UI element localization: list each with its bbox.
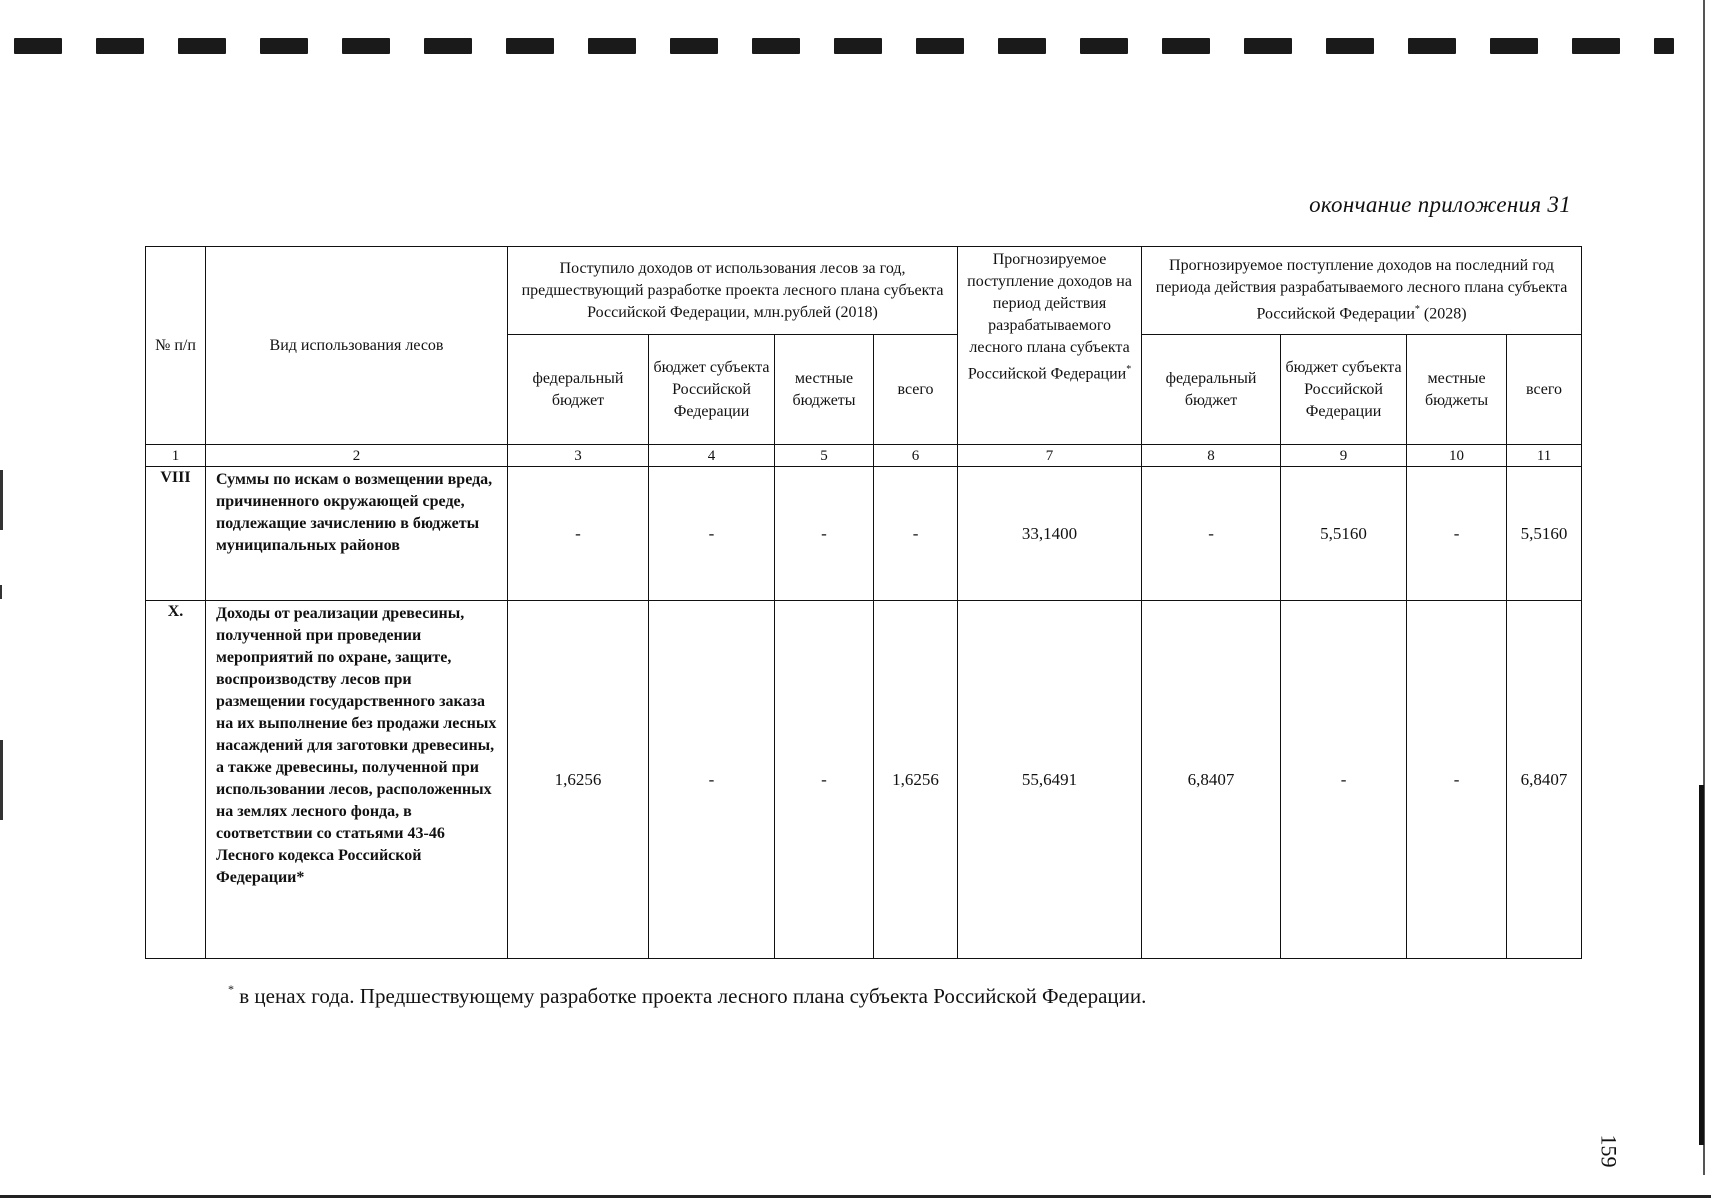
scan-dash	[260, 38, 308, 54]
footnote-text: в ценах года. Предшествующему разработке проекта лесного плана субъекта Российской Федерации.	[234, 984, 1147, 1008]
cell-value: -	[1407, 601, 1507, 959]
scan-dash	[1162, 38, 1210, 54]
appendix-title: окончание приложения 31	[1309, 192, 1571, 217]
column-number: 1	[146, 445, 206, 467]
scan-dash	[506, 38, 554, 54]
header-group-2028-text: Прогнозируемое поступление доходов на последний год периода действия разрабатываемого лесного плана субъекта Российской Федерации	[1155, 257, 1568, 323]
scan-dash	[752, 38, 800, 54]
page-number: 159	[1596, 1134, 1622, 1168]
cell-value: 5,5160	[1281, 467, 1407, 601]
header-group-2018: Поступило доходов от использования лесов за год, предшествующий разработке проекта лесного плана субъекта Российской Федерации, млн.рублей (2018)	[508, 247, 958, 335]
scan-dash	[1244, 38, 1292, 54]
scan-edge-left	[0, 585, 2, 599]
scan-dash	[342, 38, 390, 54]
column-number: 4	[649, 445, 775, 467]
cell-value: 5,5160	[1507, 467, 1582, 601]
scan-dash	[1490, 38, 1538, 54]
row-number: X.	[146, 601, 206, 959]
footnote-mark: *	[1126, 364, 1132, 375]
cell-value: 6,8407	[1142, 601, 1281, 959]
column-number: 2	[206, 445, 508, 467]
cell-value: -	[508, 467, 649, 601]
scan-dash-strip	[14, 38, 1699, 58]
header-total-2018: всего	[874, 335, 958, 445]
header-federal-2028: федеральный бюджет	[1142, 335, 1281, 445]
scan-edge-left	[0, 470, 3, 530]
column-number: 5	[775, 445, 874, 467]
column-number-row	[146, 445, 1582, 467]
cell-value: 1,6256	[874, 601, 958, 959]
footnote-mark: *	[1414, 304, 1420, 316]
scan-dash	[1572, 38, 1620, 54]
header-kind: Вид использования лесов	[206, 247, 508, 445]
row-label: Доходы от реализации древесины, полученной при проведении мероприятий по охране, защите, воспроизводству лесов при размещении государственного заказа на их выполнение без продажи лесных насаждений для заготовки древесины, а также древесины, полученной при использовании лесов, расположенных на землях лесного фонда, в соответствии со статьями 43-46 Лесного кодекса Российской Федерации*	[206, 601, 508, 959]
column-number: 11	[1507, 445, 1582, 467]
header-subject-2028: бюджет субъекта Российской Федерации	[1281, 335, 1407, 445]
header-forecast-period	[958, 247, 1142, 445]
cell-value: -	[775, 467, 874, 601]
cell-value: 33,1400	[958, 467, 1142, 601]
cell-value: -	[874, 467, 958, 601]
header-local-2028: местные бюджеты	[1407, 335, 1507, 445]
scan-dash	[1654, 38, 1674, 54]
scan-edge-bottom	[0, 1195, 1711, 1198]
scan-dash	[96, 38, 144, 54]
column-number: 9	[1281, 445, 1407, 467]
column-number: 6	[874, 445, 958, 467]
header-group-2028-year: (2028)	[1419, 305, 1467, 323]
scan-dash	[998, 38, 1046, 54]
cell-value: -	[1407, 467, 1507, 601]
cell-value: -	[649, 601, 775, 959]
scan-dash	[1326, 38, 1374, 54]
scan-dash	[916, 38, 964, 54]
footnote-mark: *	[228, 982, 234, 996]
revenue-table	[145, 246, 1582, 959]
footnote	[228, 984, 1146, 1009]
scan-dash	[834, 38, 882, 54]
header-subject-2018: бюджет субъекта Российской Федерации	[649, 335, 775, 445]
cell-value: -	[775, 601, 874, 959]
scan-dash	[1080, 38, 1128, 54]
table-row	[146, 467, 1582, 601]
header-federal-2018: федеральный бюджет	[508, 335, 649, 445]
row-number: VIII	[146, 467, 206, 601]
column-number: 7	[958, 445, 1142, 467]
scan-edge-left	[0, 740, 3, 820]
column-number: 3	[508, 445, 649, 467]
scan-dash	[588, 38, 636, 54]
cell-value: -	[649, 467, 775, 601]
scan-edge-right-thick	[1699, 785, 1704, 1145]
header-num: № п/п	[146, 247, 206, 445]
header-group-2028	[1142, 247, 1582, 335]
scan-dash	[424, 38, 472, 54]
scan-dash	[670, 38, 718, 54]
header-total-2028: всего	[1507, 335, 1582, 445]
cell-value: -	[1281, 601, 1407, 959]
row-label: Суммы по искам о возмещении вреда, причиненного окружающей среде, подлежащие зачислению в бюджеты муниципальных районов	[206, 467, 508, 601]
column-number: 8	[1142, 445, 1281, 467]
cell-value: -	[1142, 467, 1281, 601]
scan-dash	[178, 38, 226, 54]
header-local-2018: местные бюджеты	[775, 335, 874, 445]
scan-dash	[1408, 38, 1456, 54]
cell-value: 55,6491	[958, 601, 1142, 959]
scan-dash	[14, 38, 62, 54]
table-row	[146, 601, 1582, 959]
cell-value: 6,8407	[1507, 601, 1582, 959]
header-forecast-period-text: Прогнозируемое поступление доходов на период действия разрабатываемого лесного плана субъекта Российской Федерации	[967, 251, 1132, 383]
column-number: 10	[1407, 445, 1507, 467]
cell-value: 1,6256	[508, 601, 649, 959]
